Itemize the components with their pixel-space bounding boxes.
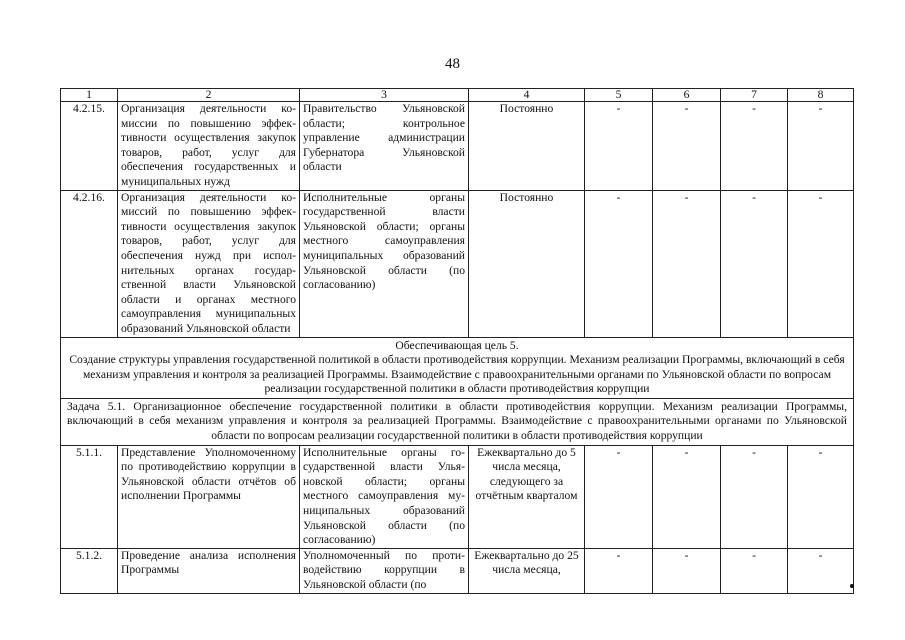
goal-title: Обеспечивающая цель 5. xyxy=(395,338,519,352)
row-executor: Уполномоченный по противодействию коррупции в Ульяновской области (по xyxy=(300,548,469,593)
row-col6: - xyxy=(653,102,721,191)
header-cell: 2 xyxy=(118,89,300,102)
row-col7: - xyxy=(721,190,788,337)
header-cell: 8 xyxy=(788,89,854,102)
row-activity: Организация деятельности комиссий по повышению эффективности осуществления закупок товаров, работ, услуг для обеспечения нужд при исполнительных органах государственной власти Ульяновской области и органах местного самоуправления муниципальных образований Ульяновской области xyxy=(118,190,300,337)
row-term: Ежеквартально до 5 числа месяца, следующего за отчётным кварталом xyxy=(469,445,585,548)
row-number: 5.1.1. xyxy=(61,445,118,548)
task-row xyxy=(61,398,854,445)
task-cell: Задача 5.1. Организационное обеспечение государственной политики в области противодействия коррупции. Механизм реализации Программы, включающий в себя механизм управления и контроля за реализацией Программы. Взаимодействие с правоохранительными органами по Ульяновской области по вопросам реализации государственной политики в области противодействия коррупции xyxy=(61,398,854,445)
row-term: Постоянно xyxy=(469,102,585,191)
row-col7: - xyxy=(721,445,788,548)
header-cell: 7 xyxy=(721,89,788,102)
row-col7: - xyxy=(721,102,788,191)
goal-row xyxy=(61,337,854,398)
row-col8: - xyxy=(788,445,854,548)
table-row xyxy=(61,548,854,593)
table-row xyxy=(61,190,854,337)
row-number: 4.2.15. xyxy=(61,102,118,191)
row-col8: - xyxy=(788,102,854,191)
row-col5: - xyxy=(585,548,653,593)
row-executor: Правительство Ульяновской области; контрольное управление администрации Губернатора Ульяновской области xyxy=(300,102,469,191)
row-col8: - xyxy=(788,190,854,337)
row-col6: - xyxy=(653,445,721,548)
row-col8: - xyxy=(788,548,854,593)
row-col5: - xyxy=(585,102,653,191)
row-number: 5.1.2. xyxy=(61,548,118,593)
table-header-row xyxy=(61,89,854,102)
row-executor: Исполнительные органы государственной власти Ульяновской области; органы местного самоуправления муниципальных образований Ульяновской области (по согласованию) xyxy=(300,445,469,548)
row-term: Ежеквартально до 25 числа месяца, xyxy=(469,548,585,593)
row-col6: - xyxy=(653,548,721,593)
row-number: 4.2.16. xyxy=(61,190,118,337)
row-col7: - xyxy=(721,548,788,593)
row-activity: Представление Уполномоченному по противодействию коррупции в Ульяновской области отчётов об исполнении Программы xyxy=(118,445,300,548)
goal-text: Создание структуры управления государственной политикой в области противодействия коррупции. Механизм реализации Программы, включающий в себя механизм управления и контроля за реализацией Программы. Взаимодействие с правоохранительными органами по Ульяновской области по вопросам реализации государственной политики в области противодействия коррупции xyxy=(69,353,845,396)
scan-dot xyxy=(850,584,854,588)
header-cell: 1 xyxy=(61,89,118,102)
header-cell: 5 xyxy=(585,89,653,102)
table-row xyxy=(61,445,854,548)
goal-cell xyxy=(61,337,854,398)
header-cell: 4 xyxy=(469,89,585,102)
row-col6: - xyxy=(653,190,721,337)
row-col5: - xyxy=(585,445,653,548)
row-activity: Организация деятельности комиссии по повышению эффективности осуществления закупок товаров, работ, услуг для обеспечения государственных и муниципальных нужд xyxy=(118,102,300,191)
row-col5: - xyxy=(585,190,653,337)
program-table xyxy=(60,88,854,594)
page-number: 48 xyxy=(445,56,460,72)
row-term: Постоянно xyxy=(469,190,585,337)
header-cell: 6 xyxy=(653,89,721,102)
header-cell: 3 xyxy=(300,89,469,102)
row-activity: Проведение анализа исполнения Программы xyxy=(118,548,300,593)
table-row xyxy=(61,102,854,191)
row-executor: Исполнительные органы государственной власти Ульяновской области; органы местного самоуправления муниципальных образований Ульяновской области (по согласованию) xyxy=(300,190,469,337)
